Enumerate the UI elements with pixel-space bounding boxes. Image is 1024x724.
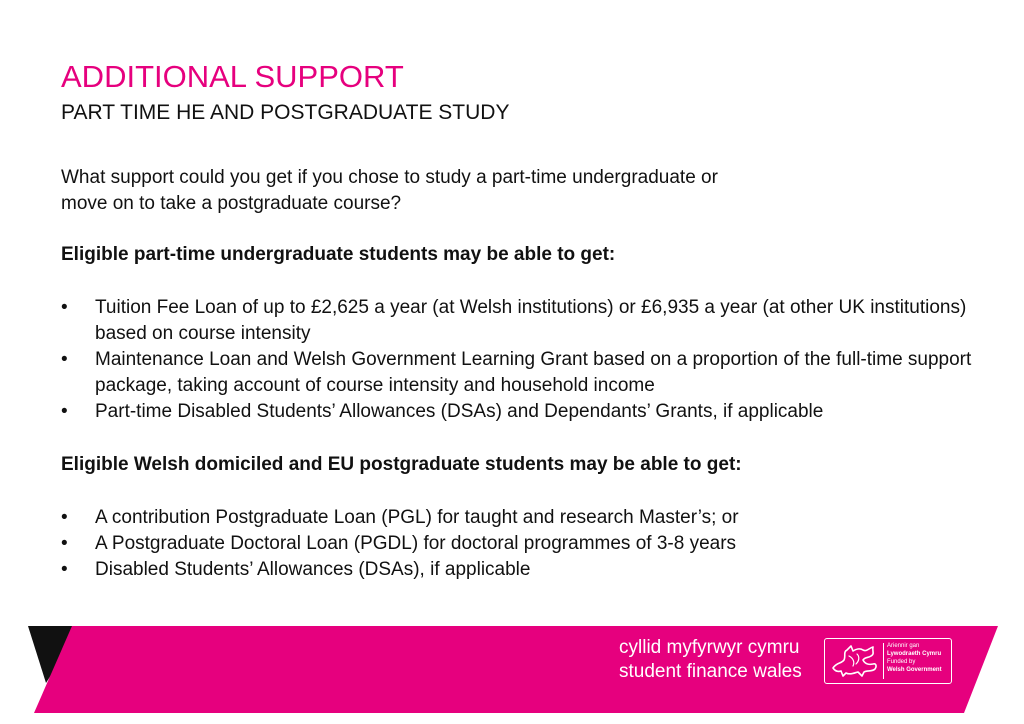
gov-funded-welsh: Ariennir gan (887, 643, 920, 649)
intro-paragraph (61, 165, 861, 217)
bullet-icon: • (61, 533, 68, 554)
list-item (61, 557, 1001, 583)
bullet-icon: • (61, 297, 68, 318)
page-title: ADDITIONAL SUPPORT (61, 59, 404, 94)
intro-line-1: What support could you get if you chose to study a part-time undergraduate or (61, 167, 718, 188)
undergraduate-heading: Eligible part-time undergraduate students may be able to get: (61, 244, 616, 265)
postgraduate-list (61, 505, 1001, 583)
bullet-icon: • (61, 507, 68, 528)
list-item (61, 295, 1001, 347)
page-subtitle: PART TIME HE AND POSTGRADUATE STUDY (61, 101, 510, 124)
list-item-text: A contribution Postgraduate Loan (PGL) for taught and research Master’s; or (95, 507, 739, 528)
list-item (61, 347, 1001, 399)
undergraduate-list (61, 295, 1001, 425)
list-item-text: Tuition Fee Loan of up to £2,625 a year (at Welsh institutions) or £6,935 a year (at other UK institutions) based on course intensity (95, 297, 967, 344)
gov-funded-english: Funded by (887, 659, 916, 665)
bullet-icon: • (61, 559, 68, 580)
welsh-dragon-icon (829, 642, 881, 679)
list-item-text: Maintenance Loan and Welsh Government Learning Grant based on a proportion of the full-time support package, taking account of course intensity and household income (95, 349, 972, 396)
list-item (61, 399, 1001, 425)
bullet-icon: • (61, 349, 68, 370)
government-logo-text (887, 642, 942, 674)
welsh-government-logo (824, 638, 952, 684)
postgraduate-heading: Eligible Welsh domiciled and EU postgraduate students may be able to get: (61, 454, 742, 475)
list-item-text: Disabled Students’ Allowances (DSAs), if applicable (95, 559, 531, 580)
brand-line-welsh: cyllid myfyrwyr cymru (619, 637, 800, 658)
list-item-text: A Postgraduate Doctoral Loan (PGDL) for doctoral programmes of 3-8 years (95, 533, 737, 554)
gov-name-welsh: Lywodraeth Cymru (887, 651, 942, 657)
list-item (61, 505, 1001, 531)
intro-line-2: move on to take a postgraduate course? (61, 193, 402, 214)
brand-logo-text (619, 636, 802, 684)
brand-line-english: student finance wales (619, 661, 802, 682)
list-item (61, 531, 1001, 557)
list-item-text: Part-time Disabled Students’ Allowances (DSAs) and Dependants’ Grants, if applicable (95, 401, 824, 422)
bullet-icon: • (61, 401, 68, 422)
gov-name-english: Welsh Government (887, 667, 942, 673)
logo-divider (883, 643, 884, 679)
